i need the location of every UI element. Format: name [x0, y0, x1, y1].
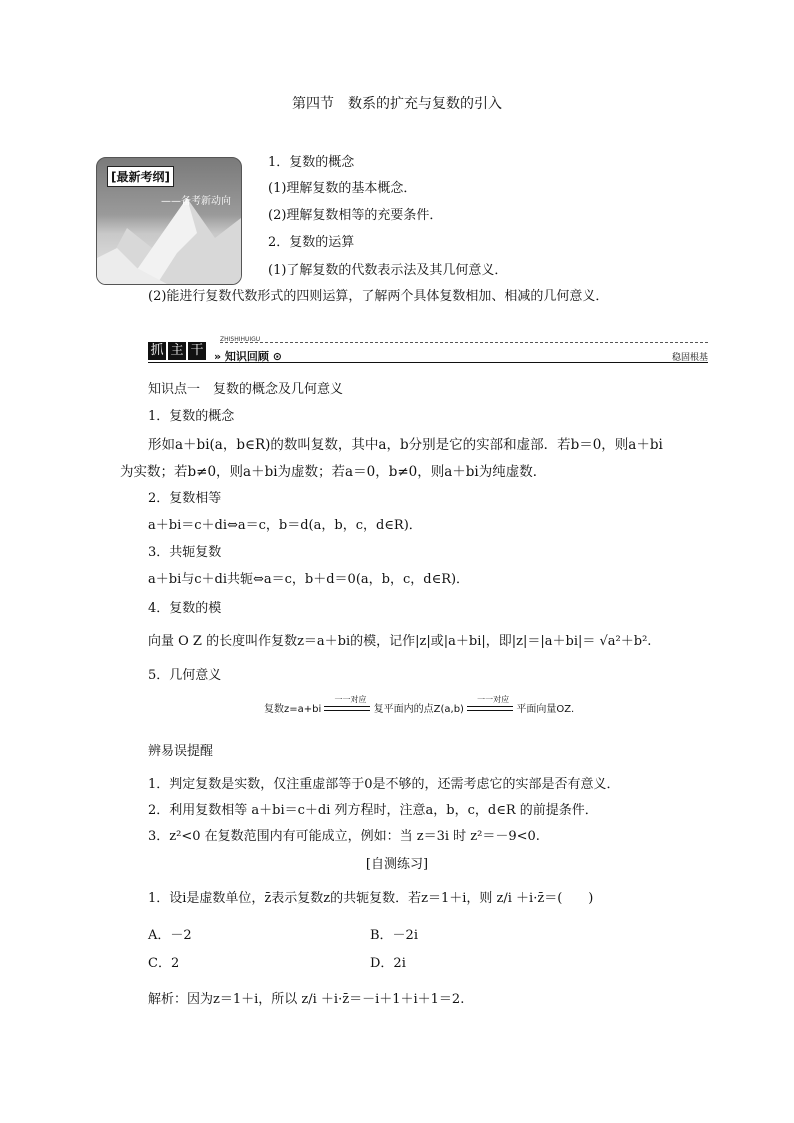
bar-block: 抓 — [148, 342, 166, 360]
bar-pinyin: ZHISHIHUIGU — [220, 336, 261, 343]
knowledge-point-title: 知识点一 复数的概念及几何意义 — [148, 382, 344, 397]
syllabus-item: (2)理解复数相等的充要条件． — [268, 208, 443, 223]
syllabus-item: (1)理解复数的基本概念． — [268, 181, 417, 196]
syllabus-subtitle: ——备考新动向 — [161, 196, 231, 207]
bar-right: 稳固根基 — [671, 353, 708, 363]
bar-dash — [220, 342, 708, 343]
answer-explanation: 解析：因为z＝1＋i，所以 z/i ＋i·z̄＝－i＋1＋i＋1＝2. — [148, 992, 465, 1007]
heading: 5．几何意义 — [148, 668, 222, 683]
section-header-bar — [148, 336, 708, 364]
syllabus-banner-image — [96, 157, 242, 285]
paragraph: 为实数；若b≠0，则a＋bi为虚数；若a＝0，b≠0，则a＋bi为纯虚数． — [120, 464, 547, 480]
bar-block: 主 — [168, 342, 186, 360]
heading: 2．复数相等 — [148, 491, 222, 506]
paragraph: 形如a＋bi(a，b∈R)的数叫复数，其中a，b分别是它的实部和虚部．若b＝0，则a＋bi — [148, 437, 663, 453]
double-arrow-icon — [324, 695, 370, 716]
option-d: D．2i — [370, 956, 406, 971]
syllabus-item: 1．复数的概念 — [268, 155, 355, 170]
note-item: 2．利用复数相等 a＋bi＝c＋di 列方程时，注意a，b，c，d∈R 的前提条件． — [148, 803, 598, 818]
paragraph: a＋bi＝c＋di⇔a＝c，b＝d(a，b，c，d∈R)． — [148, 518, 422, 533]
option-c: C．2 — [148, 956, 180, 971]
note-title: 辨易误提醒 — [148, 744, 214, 759]
correspondence-diagram — [264, 695, 575, 716]
heading: 3．共轭复数 — [148, 545, 222, 560]
syllabus-item: 2．复数的运算 — [268, 235, 355, 250]
heading: 1．复数的概念 — [148, 409, 235, 424]
note-item: 1．判定复数是实数，仅注重虚部等于0是不够的，还需考虑它的实部是否有意义． — [148, 777, 620, 792]
syllabus-item: (2)能进行复数代数形式的四则运算，了解两个具体复数相加、相减的几何意义． — [148, 289, 609, 304]
paragraph: 向量 O Z 的长度叫作复数z＝a＋bi的模，记作|z|或|a＋bi|，即|z|＝|a＋bi|＝ √a²＋b². — [148, 634, 652, 649]
paragraph: a＋bi与c＋di共轭⇔a＝c，b＋d＝0(a，b，c，d∈R)． — [148, 572, 470, 587]
flow-point: 复平面内的点Z(a,b) — [373, 704, 464, 715]
arrow-label: 一一对应 — [477, 695, 510, 704]
bar-block: 干 — [188, 342, 206, 360]
bar-name: » 知识回顾 ⊙ — [214, 350, 282, 363]
double-arrow-icon — [467, 695, 513, 716]
bar-line — [148, 362, 708, 363]
question: 1．设i是虚数单位，z̄表示复数z的共轭复数．若z＝1＋i，则 z/i ＋i·z̄＝( ) — [148, 891, 594, 906]
option-a: A．－2 — [148, 928, 192, 943]
flow-complex: 复数z=a+bi — [264, 704, 322, 715]
practice-title: [自测练习] — [365, 857, 429, 872]
syllabus-item: (1)了解复数的代数表示法及其几何意义． — [268, 263, 508, 278]
option-b: B．－2i — [370, 928, 418, 943]
arrow-label: 一一对应 — [334, 695, 367, 704]
flow-vector: 平面向量OZ. — [516, 704, 575, 715]
heading: 4．复数的模 — [148, 601, 222, 616]
syllabus-tag: [最新考纲] — [107, 166, 174, 187]
note-item: 3．z²<0 在复数范围内有可能成立，例如：当 z＝3i 时 z²＝－9<0. — [148, 829, 540, 844]
page-title: 第四节 数系的扩充与复数的引入 — [292, 96, 502, 112]
